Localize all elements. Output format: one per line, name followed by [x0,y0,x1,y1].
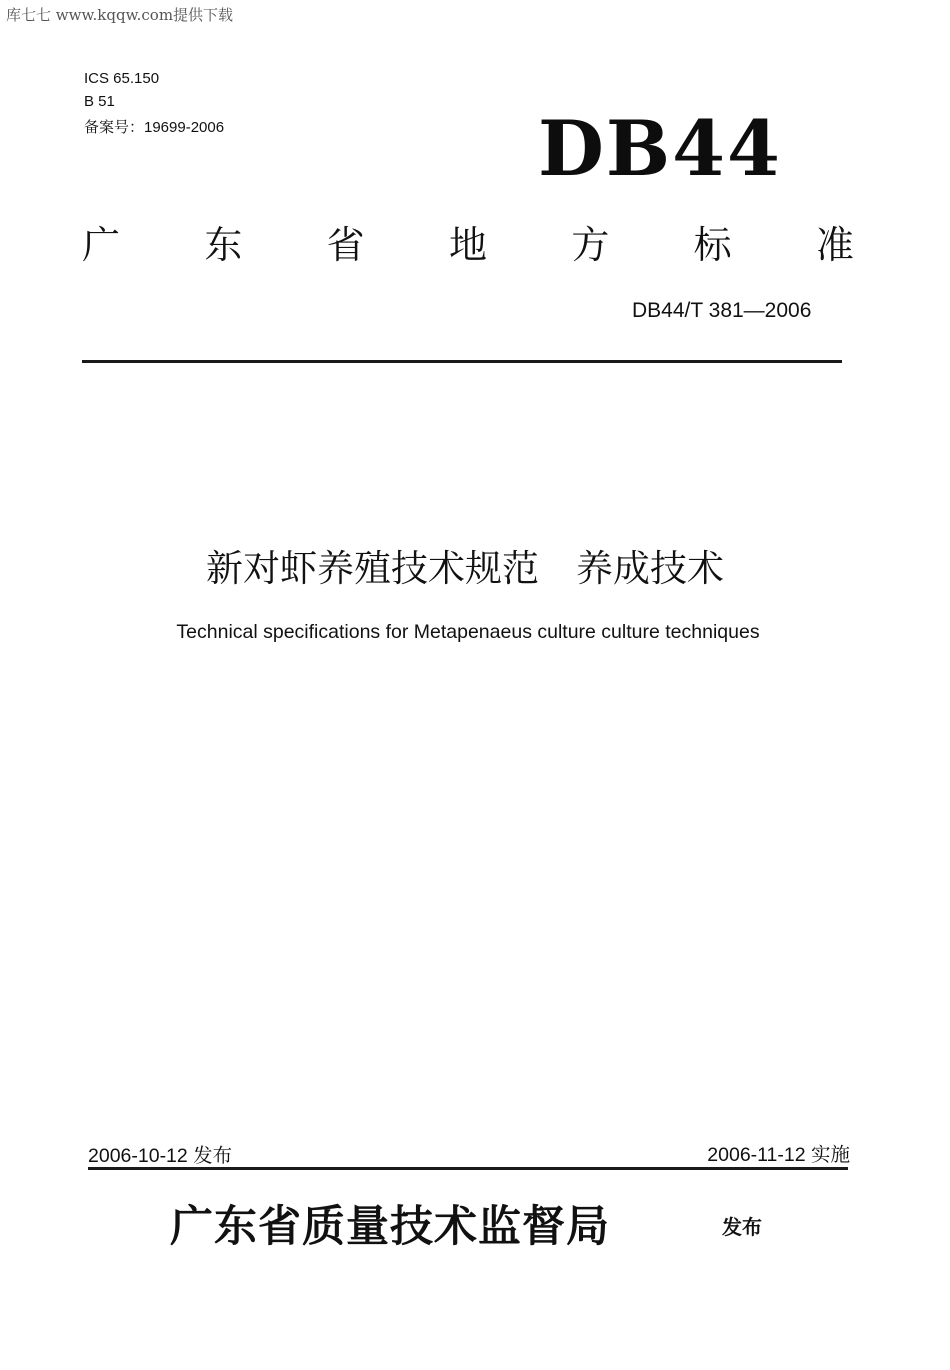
watermark-text: 库七七 www.kqqw.com提供下载 [6,6,234,24]
implementation-date: 2006-11-12 实施 [707,1144,850,1166]
standard-type-char: 准 [815,223,854,267]
publish-date: 2006-10-12 发布 [88,1145,233,1167]
standard-type-char: 广 [82,223,121,267]
document-title-chinese: 新对虾养殖技术规范 养成技术 [206,547,724,590]
standard-type-char: 省 [326,223,365,267]
standard-number: DB44/T 381—2006 [632,299,812,322]
issue-label: 发布 [722,1215,762,1239]
classification-code: B 51 [84,93,115,110]
ics-code: ICS 65.150 [84,70,160,87]
standard-type-char: 地 [448,223,487,267]
standard-type-heading [82,214,854,269]
standard-mark: DB44 [538,104,782,193]
standard-type-char: 方 [571,223,610,267]
top-divider [82,360,842,363]
standard-type-char: 东 [204,223,243,267]
standard-type-char: 标 [693,223,732,267]
issuing-authority: 广东省质量技术监督局 [170,1202,610,1252]
document-title-english: Technical specifications for Metapenaeus culture culture techniques [176,621,760,643]
bottom-divider [88,1167,848,1170]
record-number: 备案号：19699-2006 [84,119,225,136]
